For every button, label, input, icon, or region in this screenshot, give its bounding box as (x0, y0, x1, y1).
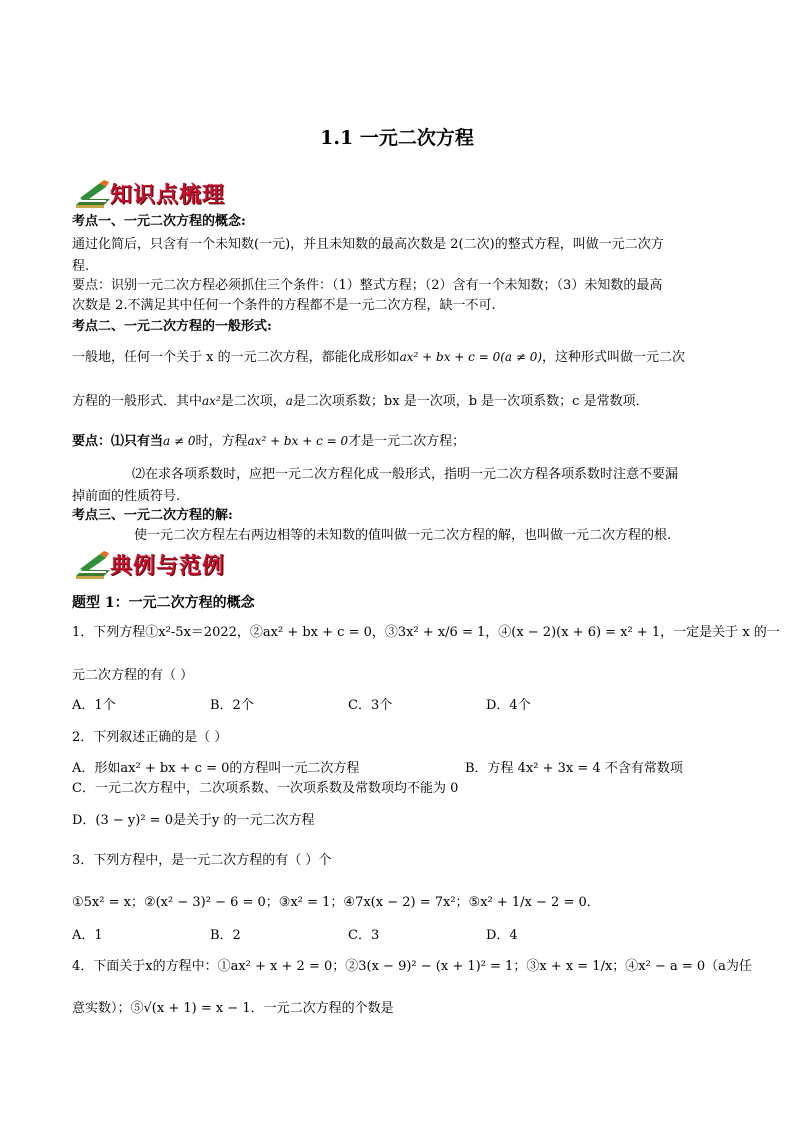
q3-option-c: C．3 (348, 928, 380, 943)
k2-line3-text-a: 要点：⑴只有当 (72, 434, 164, 449)
page-title: 1.1 一元二次方程 (320, 127, 474, 149)
k2-line1-formula: ax² + bx + c = 0(a ≠ 0) (399, 350, 543, 364)
k2-line1-text-a: 一般地，任何一个关于 x 的一元二次方程，都能化成形如 (72, 350, 400, 365)
q2-option-a: A．形如ax² + bx + c = 0的方程叫一元二次方程 (72, 761, 360, 776)
k2-line5: 掉前面的性质符号. (72, 489, 181, 504)
k2-line2-formula2: a (285, 394, 293, 408)
k2-line2-text-a: 方程的一般形式．其中 (72, 394, 203, 409)
k2-line1-text-b: ，这种形式叫做一元二次 (542, 350, 686, 365)
section-banner-examples (74, 548, 244, 582)
k2-line2 (72, 392, 649, 411)
banner-title-knowledge: 知识点梳理 (110, 183, 226, 208)
k3-heading: 考点三、一元二次方程的解: (72, 508, 233, 523)
k2-line3-formula2: ax² + bx + c = 0 (247, 434, 349, 448)
section-banner-knowledge (74, 177, 244, 211)
q1-stem: 1．下列方程①x²-5x＝2022，②ax² + bx + c = 0，③3x² + x/6 = 1，④(x − 2)(x + 6) = x² + 1，一定是关于 x 的一 (72, 625, 780, 640)
q2-option-b: B．方程 4x² + 3x = 4 不含有常数项 (465, 761, 683, 776)
q2-stem: 2．下列叙述正确的是（ ） (72, 730, 228, 745)
k3-line1: 使一元二次方程左右两边相等的未知数的值叫做一元二次方程的解，也叫做一元二次方程的根. (134, 528, 672, 543)
k1-line3: 要点：识别一元二次方程必须抓住三个条件：（1）整式方程；（2）含有一个未知数；（3）未知数的最高 (72, 278, 663, 293)
k2-line2-text-b: 是二次项， (220, 394, 286, 409)
k2-line3-text-b: 时，方程 (195, 434, 248, 449)
q2-option-d: D．(3 − y)² = 0是关于y 的一元二次方程 (72, 813, 315, 828)
q4-stem2: 意实数）；⑤√(x + 1) = x − 1．一元二次方程的个数是 (72, 1001, 394, 1016)
k2-line3-formula1: a ≠ 0 (163, 434, 196, 448)
k2-line2-text-c: 是二次项系数；bx 是一次项，b 是一次项系数；c 是常数项． (292, 394, 649, 409)
k2-line2-formula1: ax² (202, 394, 221, 408)
k1-line4: 次数是 2.不满足其中任何一个条件的方程都不是一元二次方程，缺一不可. (72, 298, 496, 313)
k2-line3-text-c: 才是一元二次方程； (348, 434, 466, 449)
q3-option-d: D．4 (486, 928, 518, 943)
q1-option-c: C．3个 (348, 698, 393, 713)
k1-heading: 考点一、一元二次方程的概念: (72, 214, 246, 229)
q2-option-c: C．一元二次方程中，二次项系数、一次项系数及常数项均不能为 0 (72, 781, 459, 796)
k1-line2: 程. (72, 259, 90, 274)
q1-option-d: D．4个 (486, 698, 531, 713)
book-pencil-icon (74, 179, 114, 209)
banner-title-examples: 典例与范例 (110, 554, 226, 579)
book-pencil-icon (74, 550, 114, 580)
q4-stem: 4．下面关于x的方程中：①ax² + x + 2 = 0；②3(x − 9)² − (x + 1)² = 1；③x + x = 1/x；④x² − a = 0（a为任 (72, 959, 752, 974)
q3-items: ①5x² = x；②(x² − 3)² − 6 = 0；③x² = 1；④7x(x − 2) = 7x²；⑤x² + 1/x − 2 = 0． (72, 895, 600, 910)
k2-line1 (72, 348, 685, 367)
q3-option-b: B．2 (210, 928, 241, 943)
k2-heading: 考点二、一元二次方程的一般形式: (72, 319, 272, 334)
k1-line1: 通过化简后，只含有一个未知数(一元)，并且未知数的最高次数是 2(二次)的整式方程，叫做一元二次方 (72, 237, 664, 252)
k2-line3 (72, 432, 465, 451)
q3-option-a: A．1 (72, 928, 103, 943)
q1-option-b: B．2个 (210, 698, 254, 713)
q1-option-a: A．1个 (72, 698, 116, 713)
k2-line4: ⑵在求各项系数时，应把一元二次方程化成一般形式，指明一元二次方程各项系数时注意不要漏 (132, 467, 679, 482)
q1-stem2: 元二次方程的有（ ） (72, 668, 194, 683)
type1-heading: 题型 1：一元二次方程的概念 (72, 595, 255, 611)
q3-stem: 3．下列方程中，是一元二次方程的有（ ）个 (72, 853, 332, 868)
